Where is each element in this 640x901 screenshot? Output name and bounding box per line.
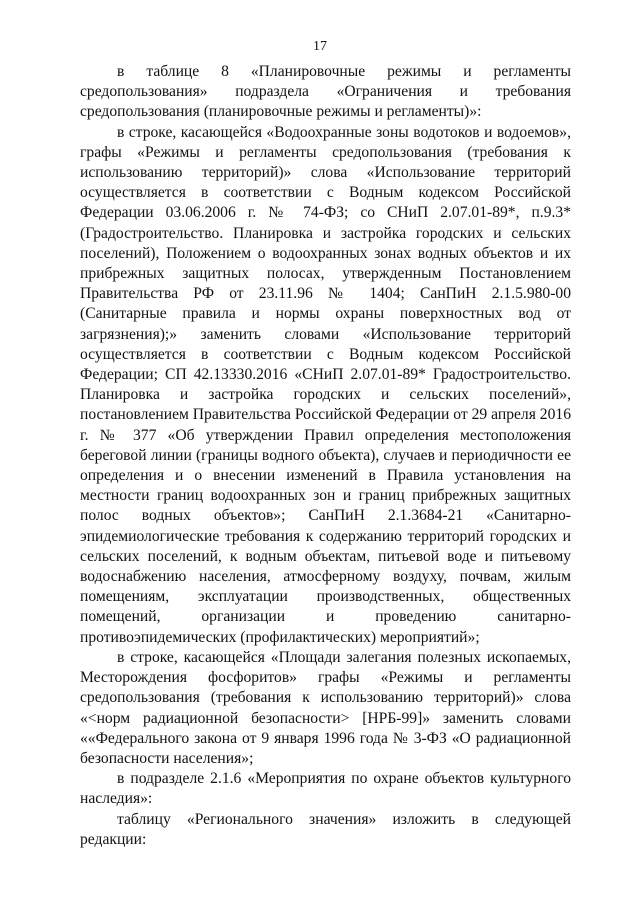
paragraph-water-protection-zones: в строке, касающейся «Водоохранные зоны водотоков и водоемов», графы «Режимы и регламенты средопользования (требования к использованию территорий)» слова «Использование территорий осуществляется в соответствии с Водным кодексом Российской Федерации 03.06.2006 г. № 74-ФЗ; со СНиП 2.07.01-89*, п.9.3* (Градостроительство. Планировка и застройка городских и сельских поселений), Положением о водоохранных зонах водных объектов и их прибрежных защитных полосах, утвержденным Постановлением Правительства РФ от 23.11.96 № 1404; СанПиН 2.1.5.980-00 (Санитарные правила и нормы охраны поверхностных вод от загрязнения);» заменить словами «Использование территорий осуществляется в соответствии с Водным кодексом Российской Федерации; СП 42.13330.2016 «СНиП 2.07.01-89* Градостроительство. Планировка и застройка городских и сельских поселений», постановлением Правительства Российской Федерации от 29 апреля 2016 г. № 377 «Об утверждении Правил определения местоположения береговой линии (границы водного объекта), случаев и периодичности ее определения и о внесении изменений в Правила установления на местности границ водоохранных зон и границ прибрежных защитных полос водных объектов»; СанПиН 2.1.3684-21 «Санитарно-эпидемиологические требования к содержанию территорий городских и сельских поселений, к водным объектам, питьевой воде и питьевому водоснабжению населения, атмосферному воздуху, почвам, жилым помещениям, эксплуатации производственных, общественных помещений, организации и проведению санитарно-противоэпидемических (профилактических) мероприятий»; bbox=[80, 123, 571, 646]
document-body bbox=[80, 62, 571, 850]
page-number: 17 bbox=[313, 39, 327, 54]
paragraph-mineral-deposits: в строке, касающейся «Площади залегания полезных ископаемых, Месторождения фосфоритов» графы «Режимы и регламенты средопользования (требования к использованию территорий)» слова «<норм радиационной безопасности> [НРБ-99]» заменить словами ««Федерального закона от 9 января 1996 года № 3-ФЗ «О радиационной безопасности населения»; bbox=[80, 648, 571, 767]
paragraph-subsection-2-1-6: в подразделе 2.1.6 «Мероприятия по охране объектов культурного наследия»: bbox=[80, 770, 571, 808]
paragraph-regional-table: таблицу «Регионального значения» изложить в следующей редакции: bbox=[80, 810, 571, 848]
paragraph-table8-intro: в таблице 8 «Планировочные режимы и регламенты средопользования» подраздела «Ограничения и требования средопользования (планировочные режимы и регламенты)»: bbox=[80, 63, 571, 121]
